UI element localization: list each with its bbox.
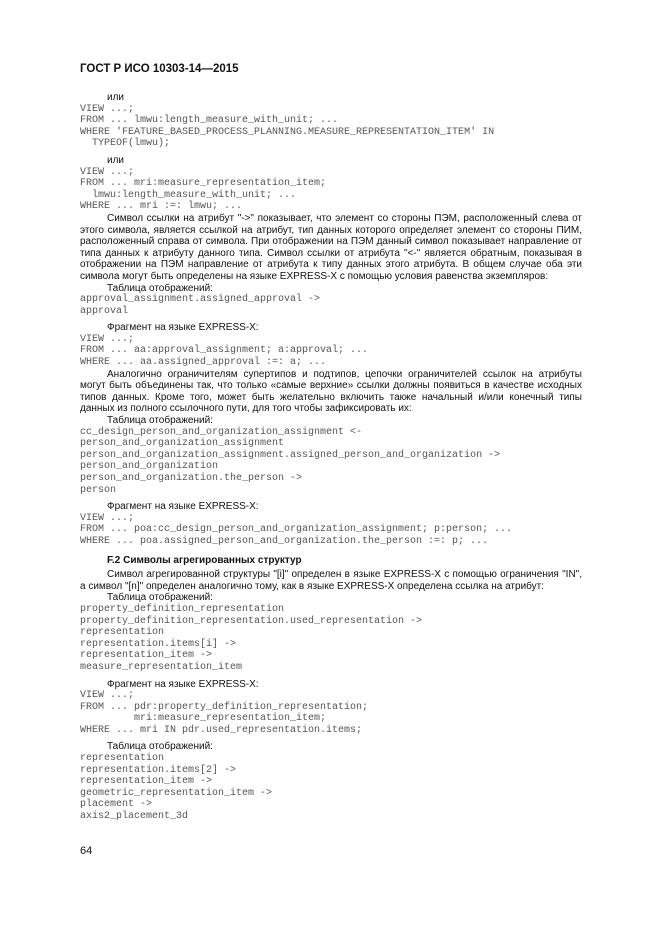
code-line: property_definition_representation (80, 603, 285, 615)
code-block (80, 604, 582, 674)
body-paragraph: Символ ссылки на атрибут "->" показывает, что элемент со стороны ПЭМ, расположенный слева от этого символа, является ссылкой на атрибут, тип данных которого определяет элемент со стороны ПИМ, расположенный справа от символа. При отображении на ПЭМ данный символ показывает направление от типа данных к атрибуту данного типа. Символ ссылки от атрибута "<-" является обратным, показывая в отображении на ПЭМ направление от атрибута к типу данных этого атрибута. В общем случае оба эти символа могут быть определены на языке EXPRESS-X с помощью условия равенства экземпляров: (80, 212, 582, 282)
code-line: lmwu:length_measure_with_unit; ... (80, 189, 297, 201)
code-line: measure_representation_item (80, 661, 243, 673)
code-line: VIEW ...; (80, 690, 135, 702)
code-line: FROM ... aa:approval_assignment; a:approval; ... (80, 345, 369, 357)
code-line: WHERE ... aa.assigned_approval :=: a; ... (80, 357, 327, 369)
code-block (80, 167, 582, 213)
code-line: mri:measure_representation_item; (80, 713, 327, 725)
code-line: WHERE ... mri IN pdr.used_representation.items; (80, 724, 363, 736)
code-block (80, 513, 582, 548)
code-block (80, 294, 582, 317)
code-line: FROM ... pdr:property_definition_representation; (80, 701, 369, 713)
code-line: representation.items[i] -> (80, 638, 237, 650)
code-line: person_and_organization_assignment.assigned_person_and_organization -> (80, 449, 501, 461)
section-label: Фрагмент на языке EXPRESS-X: (107, 322, 259, 334)
code-line: approval (80, 305, 129, 317)
section-label: Фрагмент на языке EXPRESS-X: (107, 501, 259, 513)
section-label: Таблица отображений: (107, 415, 213, 427)
code-line: representation.items[2] -> (80, 764, 237, 776)
code-line: WHERE 'FEATURE_BASED_PROCESS_PLANNING.MEASURE_REPRESENTATION_ITEM' IN (80, 126, 495, 138)
code-line: representation (80, 753, 165, 765)
section-label: Таблица отображений: (107, 282, 213, 294)
code-line: VIEW ...; (80, 103, 135, 115)
code-line: TYPEOF(lmwu); (80, 138, 171, 150)
page-number: 64 (80, 845, 93, 857)
code-line: person (80, 484, 117, 496)
code-line: VIEW ...; (80, 512, 135, 524)
section-label: или (107, 92, 125, 103)
code-line: representation_item -> (80, 650, 213, 662)
code-block (80, 690, 582, 736)
section-label: Таблица отображений: (107, 741, 213, 753)
code-line: approval_assignment.assigned_approval -> (80, 294, 321, 306)
code-line: person_and_organization_assignment (80, 438, 285, 450)
body-paragraph: Аналогично ограничителям супертипов и подтипов, цепочки ограничителей ссылок на атрибуты могут быть объединены так, что только «самые верхние» ссылки должны появиться в качестве исходных типов данных. Кроме того, может быть желательно включить также начальный и/или конечный типы данных из полного ссылочного пути, для того чтобы зафиксировать их: (80, 368, 582, 415)
code-block (80, 427, 582, 497)
code-line: representation_item -> (80, 776, 213, 788)
code-line: VIEW ...; (80, 333, 135, 345)
code-line: person_and_organization.the_person -> (80, 473, 303, 484)
code-line: FROM ... mri:measure_representation_item; (80, 178, 327, 190)
code-line: VIEW ...; (80, 166, 135, 178)
code-line: WHERE ... poa.assigned_person_and_organization.the_person :=: p; ... (80, 535, 489, 547)
document-header: ГОСТ Р ИСО 10303-14—2015 (80, 63, 239, 75)
code-line: FROM ... lmwu:length_measure_with_unit; ... (80, 115, 339, 127)
section-label: Фрагмент на языке EXPRESS-X: (107, 678, 259, 690)
code-line: cc_design_person_and_organization_assignment <- (80, 426, 363, 438)
code-line: axis2_placement_3d (80, 811, 189, 823)
code-line: placement -> (80, 799, 153, 811)
body-paragraph: Символ агрегированной структуры "[i]" определен в языке EXPRESS-X с помощью ограничения "IN", а символ "[n]" определен аналогично тому, как в языке EXPRESS-X определена ссылка на атрибут: (80, 569, 582, 592)
section-label: или (107, 154, 125, 166)
code-line: representation (80, 627, 165, 639)
section-heading: F.2 Символы агрегированных структур (107, 554, 302, 566)
code-line: WHERE ... mri :=: lmwu; ... (80, 201, 243, 213)
code-line: person_and_organization (80, 461, 219, 473)
page-content (80, 92, 582, 823)
code-line: FROM ... poa:cc_design_person_and_organization_assignment; p:person; ... (80, 524, 513, 536)
section-label: Таблица отображений: (107, 592, 213, 604)
code-block (80, 753, 582, 823)
code-line: geometric_representation_item -> (80, 787, 273, 799)
code-block (80, 334, 582, 369)
code-block (80, 104, 582, 150)
code-line: property_definition_representation.used_representation -> (80, 615, 423, 627)
